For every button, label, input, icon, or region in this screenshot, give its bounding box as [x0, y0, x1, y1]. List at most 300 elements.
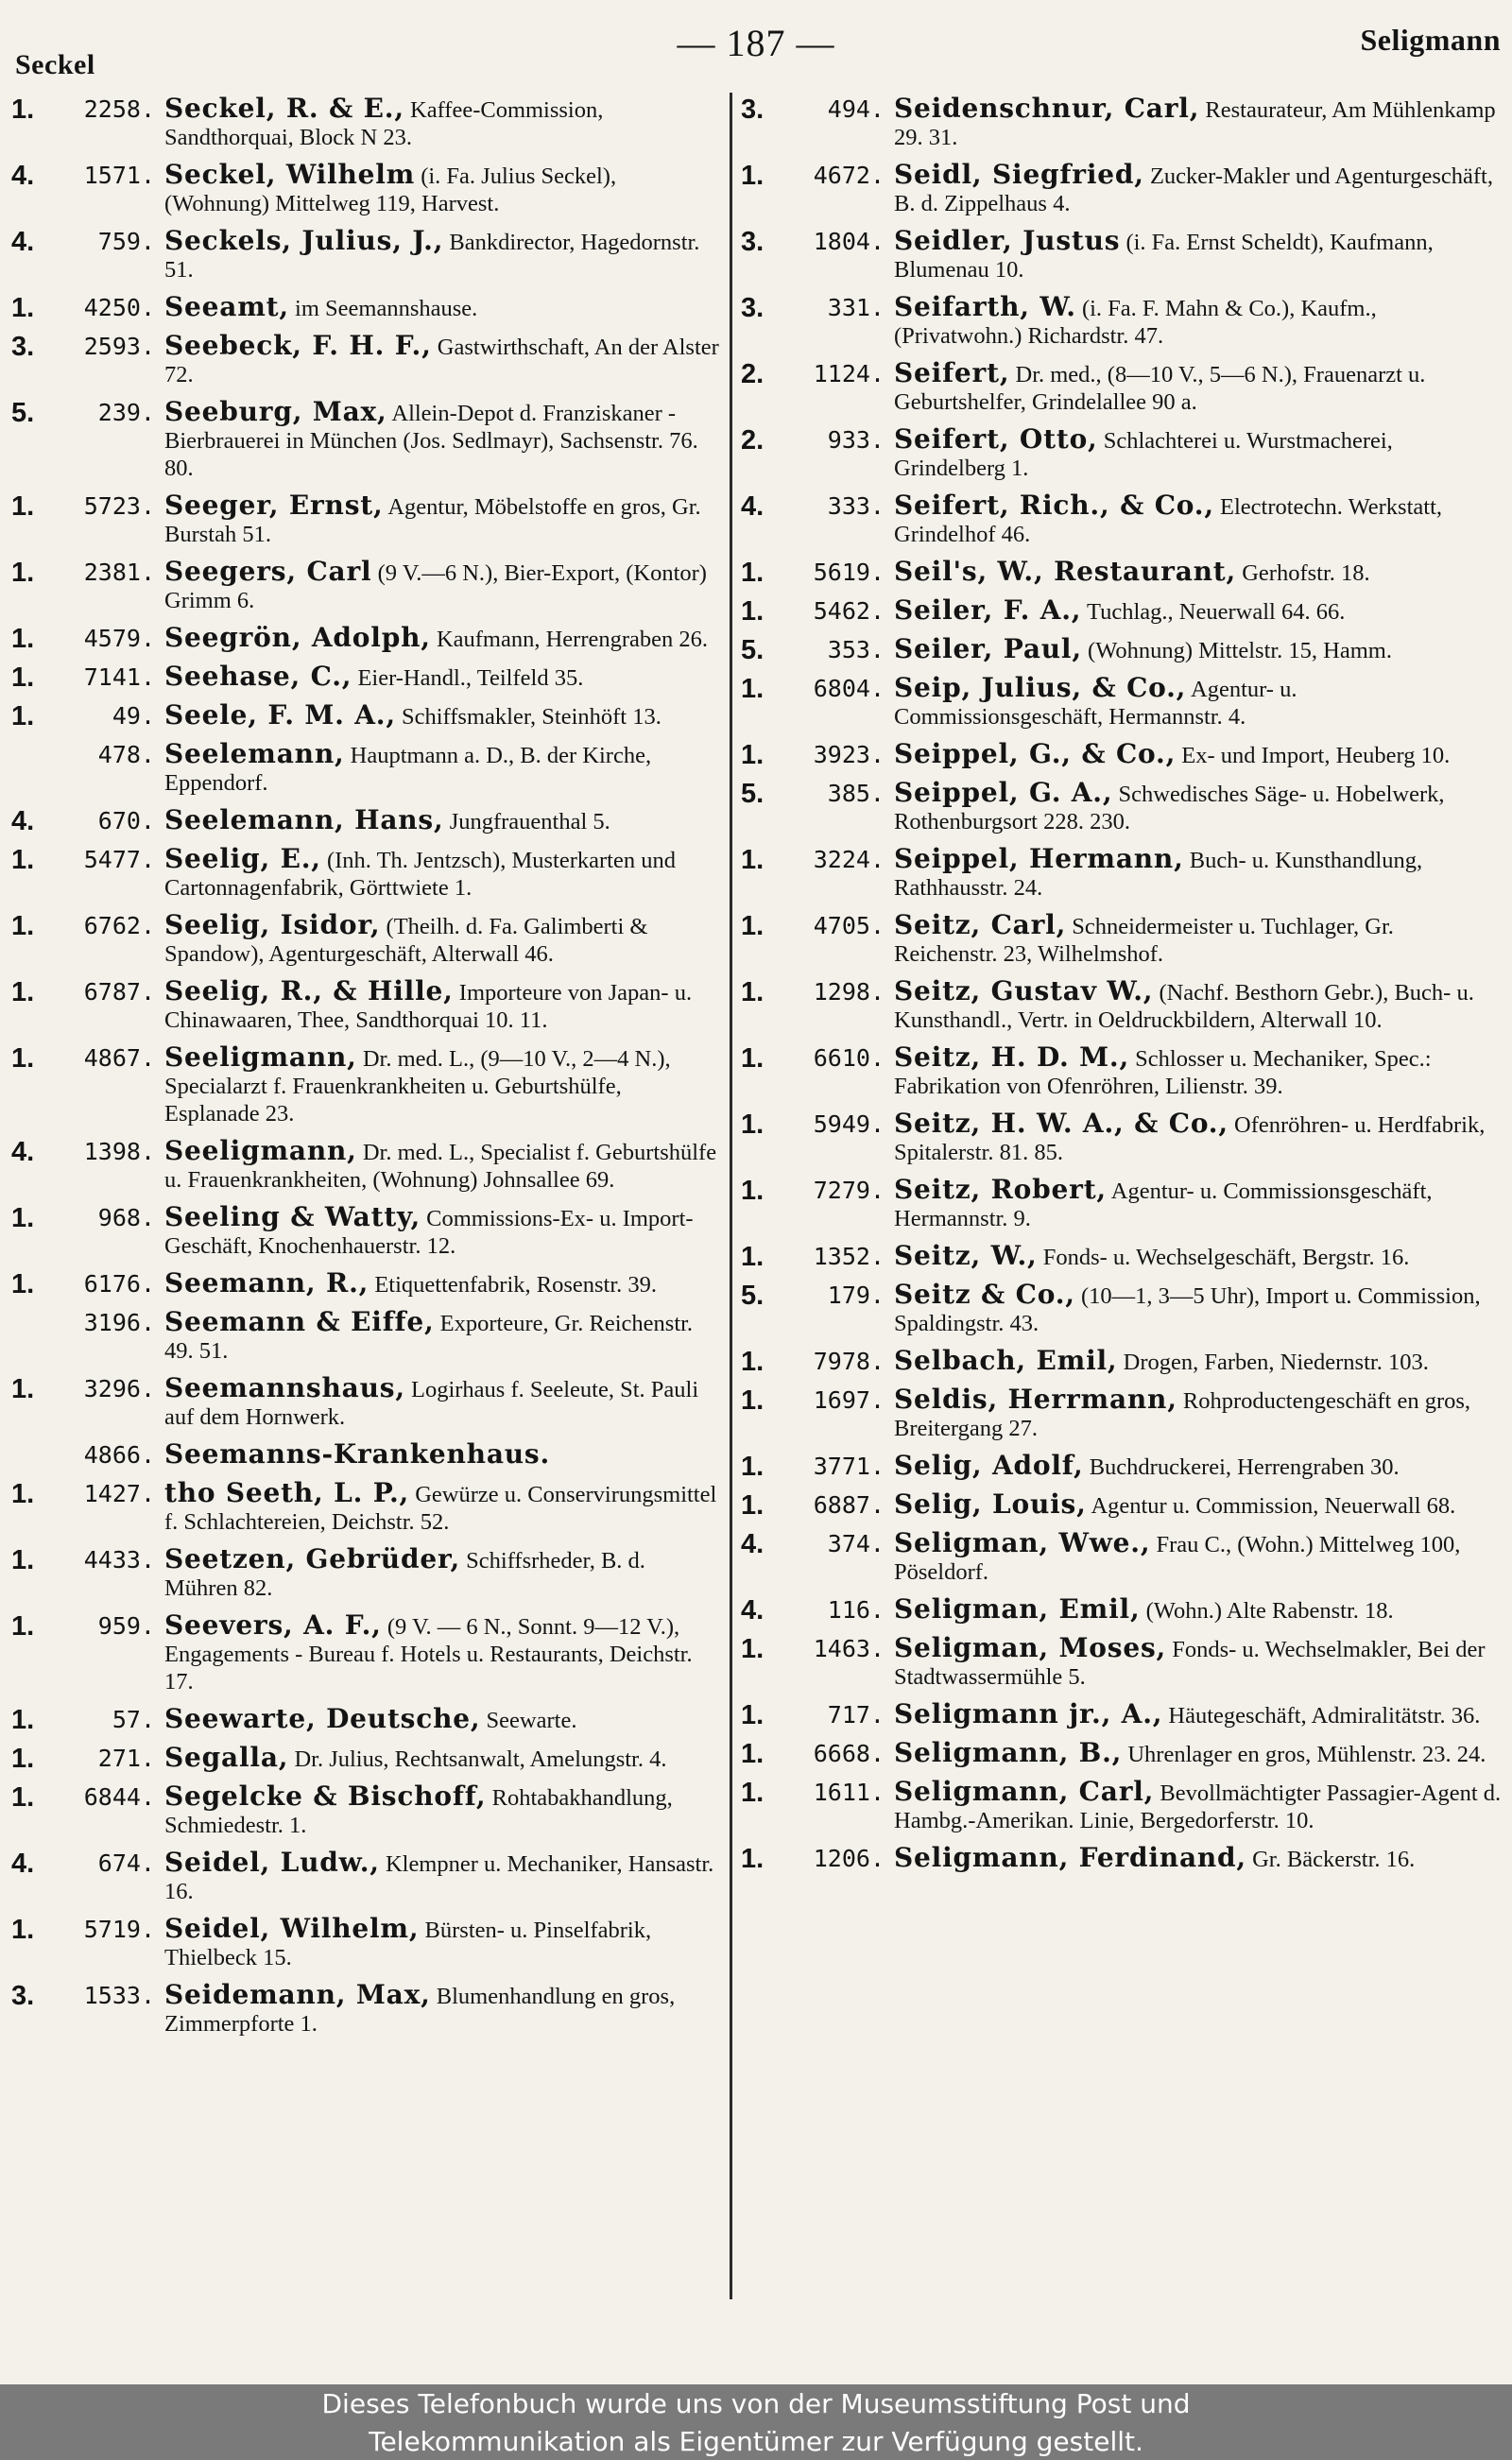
- entry-district: 1.: [741, 1347, 765, 1377]
- entry-phone-number: 3923.: [813, 741, 885, 768]
- entry-name: Seeger, Ernst,: [164, 490, 384, 521]
- entry-details: Schlosser u. Mechaniker, Spec.: Fabrikation von Ofenröhren, Lilienstr. 39.: [894, 1046, 1432, 1099]
- directory-entry: [741, 1242, 1503, 1271]
- entry-district: 4.: [11, 227, 35, 257]
- entry-details: Schiffsmakler, Steinhöft 13.: [402, 704, 662, 730]
- entry-phone-number: 717.: [827, 1701, 885, 1729]
- entry-district: 1.: [11, 1611, 35, 1642]
- entry-name: Seippel, G., & Co.,: [894, 738, 1177, 769]
- entry-name: Seligman, Emil,: [894, 1593, 1141, 1625]
- entry-district: 1.: [741, 845, 765, 875]
- entry-details: Uhrenlager en gros, Mühlenstr. 23. 24.: [1127, 1742, 1486, 1767]
- entry-phone-number: 1124.: [813, 360, 885, 387]
- entry-phone-number: 1571.: [83, 162, 155, 189]
- entry-phone-number: 3224.: [813, 846, 885, 873]
- entry-district: 1.: [741, 1110, 765, 1140]
- entry-name: Seitz, Robert,: [894, 1174, 1107, 1205]
- entry-details: Zucker-Makler und Agenturgeschäft, B. d. Zippelhaus 4.: [894, 163, 1493, 216]
- entry-phone-number: 271.: [97, 1745, 155, 1772]
- entry-name: Seelemann, Hans,: [164, 804, 444, 835]
- entry-body: [894, 95, 1503, 151]
- directory-entry: [741, 1529, 1503, 1586]
- entry-phone-number: 49.: [112, 702, 155, 730]
- entry-name: Seidel, Ludw.,: [164, 1847, 380, 1878]
- directory-entry: [11, 491, 722, 548]
- entry-body: [164, 1705, 722, 1734]
- entry-name: Seeburg, Max,: [164, 396, 387, 427]
- entry-name: Seelig, Isidor,: [164, 909, 381, 940]
- entry-body: [894, 1844, 1503, 1873]
- entry-details: Rohproductengeschäft en gros, Breitergang 27.: [894, 1388, 1471, 1441]
- entry-phone-number: 968.: [97, 1204, 155, 1231]
- directory-entry: [741, 1634, 1503, 1691]
- directory-entry: [11, 1043, 722, 1127]
- entry-district: 3.: [11, 1981, 35, 2011]
- entry-district: 4.: [741, 1529, 765, 1559]
- directory-entry: [741, 1176, 1503, 1232]
- entry-name: Selig, Louis,: [894, 1488, 1087, 1520]
- directory-entry: [11, 1269, 722, 1299]
- entry-name: tho Seeth, L. P.,: [164, 1477, 410, 1508]
- entry-phone-number: 5723.: [83, 492, 155, 520]
- entry-body: [894, 1043, 1503, 1100]
- directory-entry: [741, 1347, 1503, 1376]
- entry-phone-number: 6762.: [83, 912, 155, 939]
- entry-phone-number: 116.: [827, 1596, 885, 1624]
- entry-name: Seidl, Siegfried,: [894, 159, 1144, 190]
- entry-details: Exporteure, Gr. Reichenstr. 49. 51.: [164, 1311, 694, 1364]
- entry-phone-number: 385.: [827, 780, 885, 807]
- entry-phone-number: 2258.: [83, 95, 155, 123]
- entry-body: [894, 977, 1503, 1034]
- entry-details: Dr. med. L., (9—10 V., 2—4 N.), Specialarzt f. Frauenkrankheiten u. Geburtshülfe, Esplanade 23.: [164, 1046, 671, 1127]
- entry-name: Seelig, R., & Hille,: [164, 975, 454, 1006]
- entry-district: 1.: [741, 558, 765, 588]
- directory-entry: [11, 95, 722, 151]
- entry-phone-number: 4705.: [813, 912, 885, 939]
- entry-body: [894, 1347, 1503, 1376]
- entry-body: [164, 624, 722, 653]
- entry-phone-number: 1206.: [813, 1845, 885, 1872]
- entry-phone-number: 331.: [827, 294, 885, 321]
- page-number: — 187 —: [677, 22, 835, 64]
- entry-body: [894, 161, 1503, 217]
- entry-details: Kaffee-Commission, Sandthorquai, Block N 23.: [164, 97, 604, 150]
- entry-body: [894, 1778, 1503, 1834]
- footer-credit: [0, 2384, 1512, 2460]
- entry-phone-number: 1533.: [83, 1982, 155, 2009]
- entry-name: Seckels, Julius, J.,: [164, 225, 444, 256]
- entry-phone-number: 4579.: [83, 625, 155, 652]
- entry-body: [164, 558, 722, 614]
- entry-district: 1.: [11, 1545, 35, 1575]
- entry-district: 4.: [11, 161, 35, 191]
- entry-name: Seelemann,: [164, 738, 345, 769]
- entry-district: 1.: [741, 1043, 765, 1074]
- entry-details: Fonds- u. Wechselgeschäft, Bergstr. 16.: [1042, 1245, 1410, 1270]
- directory-entry: [11, 977, 722, 1034]
- entry-phone-number: 374.: [827, 1530, 885, 1557]
- entry-details: Jungfrauenthal 5.: [449, 809, 610, 834]
- entry-body: [894, 596, 1503, 626]
- entry-name: Seiler, F. A.,: [894, 594, 1082, 626]
- entry-district: 1.: [741, 596, 765, 627]
- entry-body: [894, 1490, 1503, 1520]
- directory-entry: [741, 1778, 1503, 1834]
- directory-entry: [741, 1844, 1503, 1873]
- directory-entry: [741, 1700, 1503, 1729]
- entry-details: Schiffsrheder, B. d. Mühren 82.: [164, 1548, 645, 1601]
- entry-body: [894, 1739, 1503, 1768]
- directory-entry: [11, 740, 722, 797]
- entry-details: (i. Fa. F. Mahn & Co.), Kaufm., (Privatwohn.) Richardstr. 47.: [894, 296, 1377, 349]
- entry-body: [164, 1479, 722, 1536]
- entry-phone-number: 353.: [827, 636, 885, 663]
- entry-name: Seidler, Justus: [894, 225, 1121, 256]
- entry-phone-number: 1427.: [83, 1480, 155, 1507]
- entry-name: Seligmann, B.,: [894, 1737, 1123, 1768]
- directory-entry: [741, 635, 1503, 664]
- entry-phone-number: 4866.: [83, 1441, 155, 1469]
- entry-phone-number: 5949.: [813, 1110, 885, 1138]
- entry-details: Logirhaus f. Seeleute, St. Pauli auf dem Hornwerk.: [164, 1377, 699, 1430]
- directory-entry: [11, 1981, 722, 2038]
- entry-name: Seippel, Hermann,: [894, 843, 1184, 874]
- directory-entry: [741, 558, 1503, 587]
- entry-phone-number: 6804.: [813, 675, 885, 702]
- entry-name: Seitz, W.,: [894, 1240, 1038, 1271]
- entry-details: (Theilh. d. Fa. Galimberti & Spandow), Agenturgeschäft, Alterwall 46.: [164, 914, 648, 967]
- entry-phone-number: 7279.: [813, 1177, 885, 1204]
- entry-name: Seegrön, Adolph,: [164, 622, 431, 653]
- entry-details: Restaurateur, Am Mühlenkamp 29. 31.: [894, 97, 1496, 150]
- entry-body: [894, 740, 1503, 769]
- entry-body: [894, 1595, 1503, 1625]
- entry-body: [164, 1981, 722, 2038]
- entry-phone-number: 1352.: [813, 1243, 885, 1270]
- entry-name: Seeligmann,: [164, 1041, 357, 1073]
- directory-entry: [741, 845, 1503, 902]
- entry-body: [164, 332, 722, 388]
- directory-entry: [11, 662, 722, 692]
- entry-district: 1.: [741, 1778, 765, 1808]
- entry-district: 5.: [11, 398, 35, 428]
- entry-body: [164, 1849, 722, 1905]
- entry-details: Bevollmächtigter Passagier-Agent d. Hambg.-Amerikan. Linie, Bergedorferstr. 10.: [894, 1780, 1502, 1833]
- entry-phone-number: 4250.: [83, 294, 155, 321]
- entry-body: [164, 1203, 722, 1260]
- entry-details: Agentur- u. Commissionsgeschäft, Hermannstr. 9.: [894, 1178, 1433, 1231]
- entry-district: 5.: [741, 779, 765, 809]
- entry-district: 4.: [11, 1849, 35, 1879]
- entry-district: 1.: [741, 1176, 765, 1206]
- entry-name: Seligmann, Carl,: [894, 1776, 1155, 1807]
- entry-phone-number: 7978.: [813, 1348, 885, 1375]
- entry-phone-number: 759.: [97, 228, 155, 255]
- entry-phone-number: 3771.: [813, 1453, 885, 1480]
- directory-entry: [741, 1739, 1503, 1768]
- entry-body: [164, 1308, 722, 1365]
- entry-phone-number: 5719.: [83, 1916, 155, 1943]
- entry-name: Seligmann, Ferdinand,: [894, 1842, 1246, 1873]
- entry-district: 1.: [741, 1844, 765, 1874]
- entry-phone-number: 333.: [827, 492, 885, 520]
- entry-body: [894, 227, 1503, 284]
- entry-details: Gastwirthschaft, An der Alster 72.: [164, 335, 719, 387]
- entry-details: Klempner u. Mechaniker, Hansastr. 16.: [164, 1851, 714, 1904]
- entry-details: Gr. Bäckerstr. 16.: [1252, 1847, 1416, 1872]
- entry-district: 1.: [11, 293, 35, 323]
- entry-name: Seeamt,: [164, 291, 289, 322]
- page-header: [0, 0, 1512, 85]
- entry-phone-number: 1298.: [813, 978, 885, 1006]
- entry-body: [894, 1242, 1503, 1271]
- entry-name: Seemann & Eiffe,: [164, 1306, 435, 1337]
- entry-name: Seitz & Co.,: [894, 1279, 1075, 1310]
- entry-details: Agentur u. Commission, Neuerwall 68.: [1091, 1493, 1456, 1519]
- entry-district: 4.: [741, 491, 765, 522]
- entry-district: 1.: [11, 1782, 35, 1813]
- entry-name: Seegers, Carl: [164, 556, 372, 587]
- entry-name: Seidel, Wilhelm,: [164, 1913, 420, 1944]
- entry-district: 3.: [741, 95, 765, 125]
- entry-name: Seewarte, Deutsche,: [164, 1703, 481, 1734]
- entry-district: 1.: [11, 977, 35, 1007]
- entry-district: 1.: [741, 977, 765, 1007]
- entry-body: [894, 425, 1503, 482]
- entry-phone-number: 4433.: [83, 1546, 155, 1574]
- entry-phone-number: 959.: [97, 1612, 155, 1640]
- entry-phone-number: 478.: [97, 741, 155, 768]
- entry-details: Dr. med. L., Specialist f. Geburtshülfe u. Frauenkrankheiten, (Wohnung) Johnsallee 69.: [164, 1140, 717, 1193]
- entry-district: 1.: [11, 95, 35, 125]
- entry-name: Seitz, Gustav W.,: [894, 975, 1154, 1006]
- entry-district: 1.: [741, 161, 765, 191]
- entry-district: 1.: [11, 1744, 35, 1774]
- entry-details: Importeure von Japan- u. Chinawaaren, Thee, Sandthorquai 10. 11.: [164, 980, 693, 1033]
- entry-district: 1.: [11, 558, 35, 588]
- entry-body: [894, 1281, 1503, 1337]
- entry-details: Fonds- u. Wechselmakler, Bei der Stadtwassermühle 5.: [894, 1637, 1486, 1690]
- entry-phone-number: 2381.: [83, 559, 155, 586]
- entry-district: 4.: [741, 1595, 765, 1626]
- entry-body: [164, 1782, 722, 1839]
- entry-details: Gewürze u. Conservirungsmittel f. Schlachtereien, Deichstr. 52.: [164, 1482, 717, 1535]
- entry-details: (Wohn.) Alte Rabenstr. 18.: [1145, 1598, 1394, 1624]
- entry-body: [894, 293, 1503, 350]
- entry-details: (i. Fa. Julius Seckel), (Wohnung) Mittelweg 119, Harvest.: [164, 163, 617, 216]
- entry-phone-number: 6668.: [813, 1740, 885, 1767]
- entry-body: [164, 1269, 722, 1299]
- entry-district: 2.: [741, 359, 765, 389]
- directory-entry: [11, 398, 722, 482]
- entry-body: [894, 779, 1503, 835]
- entry-name: Seemann, R.,: [164, 1267, 369, 1299]
- directory-entry: [11, 701, 722, 731]
- entry-name: Seeligmann,: [164, 1135, 357, 1166]
- entry-phone-number: 5462.: [813, 597, 885, 625]
- entry-details: Agentur- u. Commissionsgeschäft, Hermannstr. 4.: [894, 677, 1297, 730]
- entry-phone-number: 494.: [827, 95, 885, 123]
- entry-name: Seligman, Wwe.,: [894, 1527, 1151, 1558]
- entry-body: [164, 1545, 722, 1602]
- directory-entry: [741, 674, 1503, 731]
- entry-district: 1.: [11, 1269, 35, 1299]
- entry-name: Seifert,: [894, 357, 1010, 388]
- directory-entry: [741, 227, 1503, 284]
- entry-name: Seevers, A. F.,: [164, 1609, 382, 1641]
- entry-name: Seidemann, Max,: [164, 1979, 431, 2010]
- entry-details: (9 V.—6 N.), Bier-Export, (Kontor) Grimm 6.: [164, 560, 707, 613]
- directory-entry: [11, 227, 722, 284]
- entry-details: Bürsten- u. Pinselfabrik, Thielbeck 15.: [164, 1918, 652, 1970]
- directory-entry: [741, 1043, 1503, 1100]
- entry-district: 4.: [11, 806, 35, 836]
- entry-district: 1.: [741, 740, 765, 770]
- entry-name: Seiler, Paul,: [894, 633, 1082, 664]
- entry-body: [894, 558, 1503, 587]
- entry-phone-number: 674.: [97, 1849, 155, 1877]
- directory-entry: [11, 1440, 722, 1470]
- entry-name: Seckel, Wilhelm: [164, 159, 416, 190]
- directory-entry: [741, 491, 1503, 548]
- directory-entry: [11, 1611, 722, 1695]
- directory-entry: [11, 1782, 722, 1839]
- directory-entry: [741, 293, 1503, 350]
- entry-details: Etiquettenfabrik, Rosenstr. 39.: [374, 1272, 658, 1298]
- entry-details: im Seemannshause.: [295, 296, 478, 321]
- entry-district: 1.: [11, 911, 35, 941]
- entry-details: Electrotechn. Werkstatt, Grindelhof 46.: [894, 494, 1442, 547]
- entry-name: Seitz, H. W. A., & Co.,: [894, 1108, 1228, 1139]
- entry-district: 1.: [741, 1385, 765, 1416]
- entry-district: [11, 1308, 49, 1310]
- directory-entry: [11, 332, 722, 388]
- entry-body: [164, 1744, 722, 1773]
- entry-phone-number: 2593.: [83, 333, 155, 360]
- entry-details: (Wohnung) Mittelstr. 15, Hamm.: [1088, 638, 1392, 663]
- entry-district: [11, 1440, 49, 1442]
- entry-body: [894, 1385, 1503, 1442]
- entry-district: 1.: [741, 1490, 765, 1521]
- entry-details: Ofenröhren- u. Herdfabrik, Spitalerstr. 81. 85.: [894, 1112, 1486, 1165]
- entry-body: [164, 806, 722, 835]
- entry-body: [164, 398, 722, 482]
- entry-district: 1.: [11, 1374, 35, 1404]
- entry-district: 1.: [741, 1452, 765, 1482]
- entry-phone-number: 670.: [97, 807, 155, 834]
- entry-name: Seetzen, Gebrüder,: [164, 1543, 461, 1574]
- entry-district: 1.: [11, 662, 35, 693]
- entry-name: Seil's, W., Restaurant,: [894, 556, 1237, 587]
- entry-district: 1.: [741, 1634, 765, 1664]
- entry-district: 2.: [741, 425, 765, 456]
- entry-name: Seippel, G. A.,: [894, 777, 1113, 808]
- directory-entry: [741, 1110, 1503, 1166]
- entry-details: Tuchlag., Neuerwall 64. 66.: [1087, 599, 1346, 625]
- entry-name: Seitz, Carl,: [894, 909, 1067, 940]
- entry-district: 5.: [741, 635, 765, 665]
- entry-body: [894, 1176, 1503, 1232]
- entry-body: [164, 977, 722, 1034]
- header-first-entry: Seckel: [15, 49, 95, 80]
- directory-entry: [11, 845, 722, 902]
- entry-name: Seldis, Herrmann,: [894, 1384, 1177, 1415]
- directory-entry: [741, 1490, 1503, 1520]
- entry-district: 4.: [11, 1137, 35, 1167]
- entry-details: Kaufmann, Herrengraben 26.: [436, 627, 709, 652]
- entry-phone-number: 6844.: [83, 1783, 155, 1811]
- entry-details: (Inh. Th. Jentzsch), Musterkarten und Cartonnagenfabrik, Görttwiete 1.: [164, 848, 676, 901]
- entry-district: 1.: [741, 674, 765, 704]
- entry-details: Rohtabakhandlung, Schmiedestr. 1.: [164, 1785, 673, 1838]
- entry-details: Buchdruckerei, Herrengraben 30.: [1089, 1454, 1400, 1480]
- entry-district: 3.: [741, 293, 765, 323]
- directory-entry: [11, 1479, 722, 1536]
- directory-entry: [11, 161, 722, 217]
- entry-details: Schwedisches Säge- u. Hobelwerk, Rothenburgsort 228. 230.: [894, 782, 1445, 834]
- directory-entry: [741, 779, 1503, 835]
- directory-entry: [11, 1744, 722, 1773]
- directory-entry: [741, 1452, 1503, 1481]
- left-column: [11, 95, 722, 2306]
- entry-details: Hauptmann a. D., B. der Kirche, Eppendorf.: [164, 743, 652, 796]
- entry-body: [894, 674, 1503, 731]
- entry-phone-number: 1463.: [813, 1635, 885, 1662]
- entry-details: Blumenhandlung en gros, Zimmerpforte 1.: [164, 1984, 676, 2037]
- entry-name: Seip, Julius, & Co.,: [894, 672, 1187, 703]
- entry-body: [164, 701, 722, 731]
- entry-details: Gerhofstr. 18.: [1242, 560, 1370, 586]
- entry-phone-number: 1398.: [83, 1138, 155, 1165]
- entry-body: [164, 1043, 722, 1127]
- entry-body: [894, 1700, 1503, 1729]
- entry-name: Seitz, H. D. M.,: [894, 1041, 1130, 1073]
- footer-line-1: Dieses Telefonbuch wurde uns von der Museumsstiftung Post und: [321, 2388, 1191, 2419]
- entry-phone-number: 4672.: [813, 162, 885, 189]
- entry-body: [164, 845, 722, 902]
- entry-details: Dr. Julius, Rechtsanwalt, Amelungstr. 4.: [294, 1746, 667, 1772]
- entry-district: 1.: [11, 1203, 35, 1233]
- entry-phone-number: 7141.: [83, 663, 155, 691]
- entry-district: 1.: [741, 1739, 765, 1769]
- footer-line-2: Telekommunikation als Eigentümer zur Verfügung gestellt.: [369, 2426, 1143, 2457]
- entry-name: Seidenschnur, Carl,: [894, 95, 1200, 124]
- entry-body: [164, 662, 722, 692]
- entry-body: [894, 1529, 1503, 1586]
- entry-district: 1.: [11, 624, 35, 654]
- directory-entry: [741, 95, 1503, 151]
- entry-body: [164, 161, 722, 217]
- entry-body: [164, 227, 722, 284]
- entry-phone-number: 179.: [827, 1282, 885, 1309]
- entry-details: Agentur, Möbelstoffe en gros, Gr. Burstah 51.: [164, 494, 701, 547]
- directory-entry: [741, 977, 1503, 1034]
- entry-phone-number: 3296.: [83, 1375, 155, 1402]
- entry-district: 1.: [741, 911, 765, 941]
- entry-body: [894, 1110, 1503, 1166]
- entry-details: Drogen, Farben, Niedernstr. 103.: [1123, 1350, 1429, 1375]
- entry-name: Seckel, R. & E.,: [164, 95, 404, 124]
- entry-district: 3.: [741, 227, 765, 257]
- entry-body: [164, 491, 722, 548]
- entry-name: Seele, F. M. A.,: [164, 699, 396, 731]
- entry-name: Seemannshaus,: [164, 1372, 405, 1403]
- entry-district: 5.: [741, 1281, 765, 1311]
- entry-body: [164, 740, 722, 797]
- entry-details: Ex- und Import, Heuberg 10.: [1181, 743, 1451, 768]
- entry-phone-number: 3196.: [83, 1309, 155, 1336]
